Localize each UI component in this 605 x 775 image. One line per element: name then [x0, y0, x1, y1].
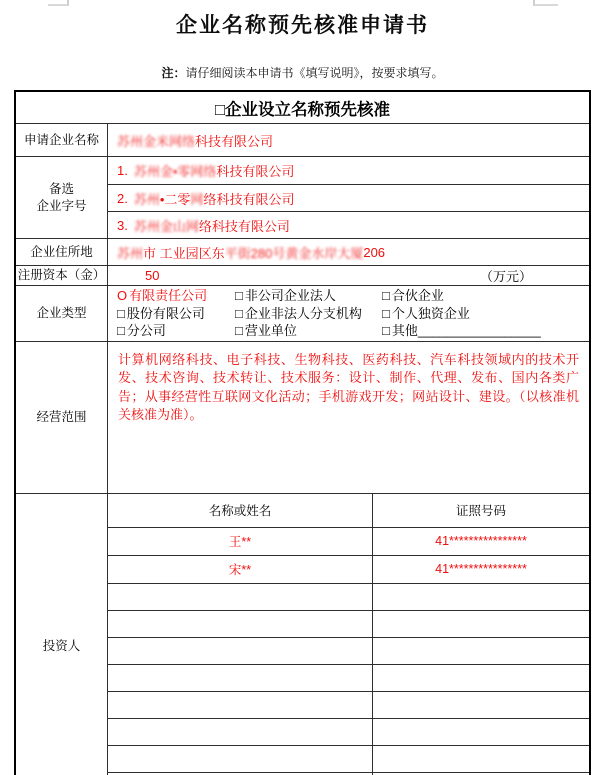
- investor-name: 宋**: [228, 563, 252, 577]
- crop-mark-right-icon: [533, 0, 558, 6]
- investors-row: [16, 493, 589, 775]
- company-type-options: [108, 286, 589, 341]
- checkbox-icon: □: [235, 323, 243, 338]
- investor-name: 王**: [228, 535, 252, 549]
- section-header: □企业设立名称预先核准: [215, 101, 390, 119]
- instruction-note: [0, 64, 605, 81]
- alt-name-item: [108, 157, 589, 184]
- alt-name-item: [108, 184, 589, 211]
- applied-name-label: 申请企业名称: [16, 124, 108, 156]
- investors-col-id: 证照号码: [372, 494, 589, 527]
- company-type-label: 企业类型: [16, 286, 108, 341]
- investors-table: [108, 494, 589, 775]
- investors-header-row: [108, 494, 589, 527]
- application-table: [14, 90, 591, 775]
- investor-row: [108, 527, 589, 555]
- checkbox-icon: □: [117, 323, 125, 338]
- alt-name-number: 2.: [117, 190, 128, 206]
- investor-empty-row: [108, 664, 589, 691]
- address-label: 企业住所地: [16, 239, 108, 265]
- other-underline: _________________: [417, 323, 541, 338]
- checkbox-icon: □: [235, 288, 243, 303]
- capital-label: 注册资本（金）: [16, 266, 108, 285]
- note-prefix: 注：: [161, 66, 186, 80]
- investor-empty-row: [108, 718, 589, 745]
- alt-names-label: 备选 企业字号: [16, 157, 108, 238]
- company-type-option: □ 营业单位: [235, 323, 297, 338]
- investor-empty-row: [108, 772, 589, 775]
- checkbox-icon: □: [117, 305, 125, 321]
- investor-id: 41****************: [372, 528, 589, 555]
- checkbox-icon: □: [235, 305, 243, 321]
- investor-empty-row: [108, 691, 589, 718]
- alt-name-value: 苏州金山网络科技有限公司: [133, 218, 290, 234]
- investor-empty-row: [108, 637, 589, 664]
- business-scope-text: 计算机网络科技、电子科技、生物科技、医药科技、汽车科技领域内的技术开发、技术咨询、技术转让、技术服务：设计、制作、代理、发布、国内各类广告；从事经营性互联网文化活动；手机游戏开发；网站设计、建设。（以核准机关核准为准）。: [118, 351, 579, 422]
- note-text: 请仔细阅读本申请书《填写说明》，按要求填写。: [185, 66, 444, 80]
- investors-col-name: 名称或姓名: [208, 504, 272, 518]
- investor-empty-row: [108, 610, 589, 637]
- alt-name-value: 苏州•二零网络科技有限公司: [133, 191, 295, 207]
- alt-names-row: [16, 156, 589, 238]
- capital-value: 50: [145, 268, 160, 283]
- alt-name-number: 1.: [117, 163, 128, 178]
- company-type-option-other: □ 其他_________________: [382, 323, 541, 338]
- alt-name-value: 苏州金•零网络科技有限公司: [133, 164, 295, 179]
- company-type-option: □ 非公司企业法人: [235, 288, 336, 303]
- checkbox-icon: □: [382, 323, 390, 338]
- investor-row: [108, 555, 589, 583]
- business-scope-row: [16, 341, 589, 493]
- capital-row: [16, 265, 589, 285]
- checkbox-icon: □: [382, 305, 390, 321]
- page-title: 企业名称预先核准申请书: [176, 14, 429, 37]
- section-header-row: [16, 92, 589, 123]
- alt-name-number: 3.: [117, 217, 128, 233]
- company-type-row: [16, 285, 589, 341]
- company-type-option: □ 股份有限公司: [117, 305, 205, 321]
- alt-names-list: [108, 157, 589, 238]
- applied-name-row: [16, 123, 589, 156]
- investors-label: 投资人: [16, 494, 108, 775]
- address-row: [16, 238, 589, 265]
- radio-selected-icon: O: [117, 288, 128, 303]
- applied-name-value: 苏州金米网络 科技有限公司: [117, 133, 274, 149]
- company-type-option: □ 企业非法人分支机构: [235, 305, 362, 321]
- business-scope-label: 经营范围: [16, 342, 108, 493]
- address-value: 苏州 市 工业园区东 平街280号黄金水岸大厦 206: [117, 244, 386, 261]
- crop-mark-left-icon: [48, 0, 69, 6]
- investor-empty-row: [108, 583, 589, 610]
- checkbox-icon: □: [382, 288, 390, 303]
- investor-id: 41****************: [372, 556, 589, 583]
- company-type-option: □ 合伙企业: [382, 288, 444, 303]
- investor-empty-row: [108, 745, 589, 772]
- company-type-option: □ 个人独资企业: [382, 305, 470, 321]
- company-type-option: □ 分公司: [117, 323, 166, 338]
- company-type-option-selected: O 有限责任公司: [117, 288, 208, 303]
- capital-unit: （万元）: [479, 269, 532, 284]
- alt-name-item: [108, 211, 589, 238]
